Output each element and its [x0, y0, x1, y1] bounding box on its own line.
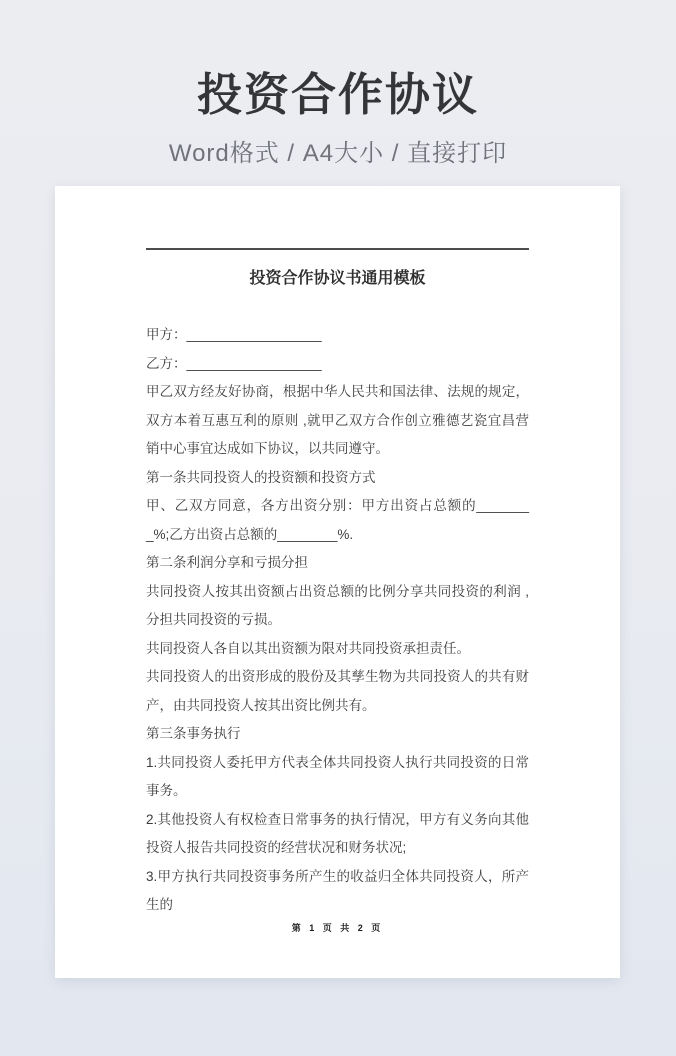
document-paragraph: 1.共同投资人委托甲方代表全体共同投资人执行共同投资的日常事务。 — [146, 754, 529, 798]
document-paragraph: 第三条事务执行 — [146, 726, 241, 741]
document-title: 投资合作协议书通用模板 — [249, 270, 426, 287]
hero-subtitle: Word格式 / A4大小 / 直接打印 — [168, 140, 508, 167]
document-paragraph: 乙方：__________________ — [146, 355, 322, 371]
document-page — [55, 186, 620, 978]
hero-header — [0, 0, 676, 168]
document-paragraph: 共同投资人的出资形成的股份及其孳生物为共同投资人的共有财产，由共同投资人按其出资比例共有。 — [146, 669, 529, 713]
page-number-footer: 第 1 页 共 2 页 — [291, 923, 384, 933]
document-paragraph: 共同投资人各自以其出资额为限对共同投资承担责任。 — [146, 640, 470, 656]
hero-title: 投资合作协议 — [196, 69, 479, 120]
document-body — [146, 321, 529, 920]
document-paragraph: 甲乙双方经友好协商，根据中华人民共和国法律、法规的规定，双方本着互惠互利的原则 ,就甲乙双方合作创立雅德艺瓷宜昌营销中心事宜达成如下协议，以共同遵守。 — [146, 384, 529, 456]
document-paragraph: 第二条利润分享和亏损分担 — [146, 555, 308, 570]
document-paragraph: 3.甲方执行共同投资事务所产生的收益归全体共同投资人，所产生的 — [146, 868, 529, 912]
document-header-rule — [146, 248, 529, 250]
document-paragraph: 第一条共同投资人的投资额和投资方式 — [146, 469, 376, 485]
document-paragraph: 共同投资人按其出资额占出资总额的比例分享共同投资的利润 ,分担共同投资的亏损。 — [146, 583, 529, 627]
document-paragraph: 甲方：__________________ — [146, 327, 322, 342]
document-content-area — [55, 186, 620, 978]
document-paragraph: 2.其他投资人有权检查日常事务的执行情况，甲方有义务向其他投资人报告共同投资的经营状况和财务状况; — [146, 811, 529, 855]
document-paragraph: 甲、乙双方同意，各方出资分别：甲方出资占总额的________%;乙方出资占总额的________%. — [146, 498, 529, 542]
